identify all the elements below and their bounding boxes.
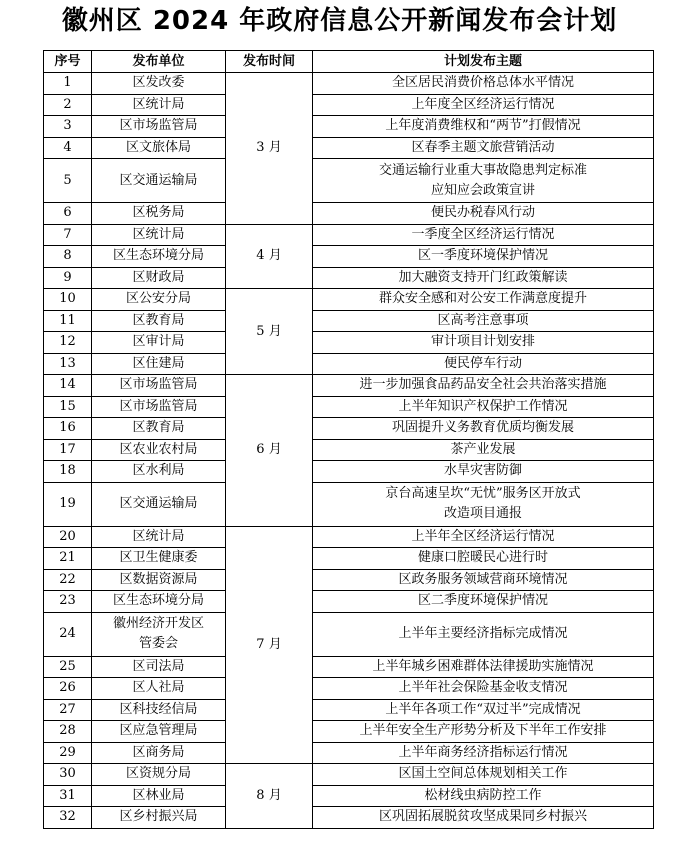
row-unit: 区教育局 [92, 418, 226, 440]
row-topic: 区春季主题文旅营销活动 [313, 137, 654, 159]
row-topic: 区国土空间总体规划相关工作 [313, 764, 654, 786]
row-topic: 全区居民消费价格总体水平情况 [313, 73, 654, 95]
row-no: 23 [44, 591, 92, 613]
row-topic-line: 交通运输行业重大事故隐患判定标准 [378, 162, 587, 178]
row-no: 22 [44, 569, 92, 591]
row-month: 5 月 [226, 289, 313, 375]
row-no: 11 [44, 310, 92, 332]
row-no: 30 [44, 764, 92, 786]
table-row [44, 203, 654, 225]
row-topic: 上年度消费维权和“两节”打假情况 [313, 116, 654, 138]
row-unit: 区统计局 [92, 94, 226, 116]
table-header-row [44, 51, 654, 73]
row-topic: 水旱灾害防御 [313, 461, 654, 483]
row-unit: 区生态环境分局 [92, 246, 226, 268]
plan-table [43, 50, 654, 829]
table-row [44, 721, 654, 743]
table-row [44, 159, 654, 203]
row-no: 12 [44, 332, 92, 354]
row-topic-line: 改造项目通报 [443, 506, 522, 521]
table-row [44, 289, 654, 311]
row-unit: 区教育局 [92, 310, 226, 332]
row-unit: 区水利局 [92, 461, 226, 483]
row-no: 17 [44, 439, 92, 461]
row-topic: 上半年安全生产形势分析及下半年工作安排 [313, 721, 654, 743]
row-no: 6 [44, 203, 92, 225]
row-unit: 区司法局 [92, 656, 226, 678]
row-topic: 上半年知识产权保护工作情况 [313, 396, 654, 418]
table-row [44, 591, 654, 613]
row-no: 18 [44, 461, 92, 483]
header-unit: 发布单位 [92, 51, 226, 73]
row-unit: 区市场监管局 [92, 116, 226, 138]
table-row [44, 375, 654, 397]
row-unit-line: 管委会 [138, 636, 178, 651]
row-no: 9 [44, 267, 92, 289]
row-topic: 上半年主要经济指标完成情况 [313, 612, 654, 656]
row-month: 3 月 [226, 73, 313, 225]
row-unit: 区资规分局 [92, 764, 226, 786]
row-topic-line: 应知应会政策宣讲 [430, 182, 535, 198]
row-unit: 区统计局 [92, 224, 226, 246]
table-row [44, 526, 654, 548]
row-unit: 区卫生健康委 [92, 548, 226, 570]
table-row [44, 699, 654, 721]
row-topic: 审计项目计划安排 [313, 332, 654, 354]
row-month: 8 月 [226, 764, 313, 829]
row-unit: 区财政局 [92, 267, 226, 289]
row-topic: 上半年全区经济运行情况 [313, 526, 654, 548]
row-topic: 便民办税春风行动 [313, 203, 654, 225]
table-row [44, 224, 654, 246]
row-no: 14 [44, 375, 92, 397]
row-unit: 区交通运输局 [92, 159, 226, 203]
row-topic: 群众安全感和对公安工作满意度提升 [313, 289, 654, 311]
table-row [44, 656, 654, 678]
row-no: 20 [44, 526, 92, 548]
table-row [44, 94, 654, 116]
row-topic [313, 482, 654, 526]
row-no: 2 [44, 94, 92, 116]
row-no: 24 [44, 612, 92, 656]
row-unit: 区科技经信局 [92, 699, 226, 721]
row-unit: 区文旅体局 [92, 137, 226, 159]
page-title: 徽州区 2024 年政府信息公开新闻发布会计划 [61, 6, 618, 36]
row-no: 7 [44, 224, 92, 246]
row-no: 15 [44, 396, 92, 418]
row-topic: 便民停车行动 [313, 353, 654, 375]
row-no: 32 [44, 807, 92, 829]
row-topic: 加大融资支持开门红政策解读 [313, 267, 654, 289]
row-topic: 上年度全区经济运行情况 [313, 94, 654, 116]
row-no: 31 [44, 785, 92, 807]
row-unit: 区审计局 [92, 332, 226, 354]
row-no: 27 [44, 699, 92, 721]
table-row [44, 785, 654, 807]
row-no: 16 [44, 418, 92, 440]
table-row [44, 137, 654, 159]
row-topic: 区政务服务领域营商环境情况 [313, 569, 654, 591]
table-row [44, 310, 654, 332]
row-no: 21 [44, 548, 92, 570]
row-no: 3 [44, 116, 92, 138]
row-no: 4 [44, 137, 92, 159]
row-topic: 上半年社会保险基金收支情况 [313, 678, 654, 700]
row-topic-line: 京台高速呈坎“无忧”服务区开放式 [385, 486, 581, 501]
row-unit [92, 612, 226, 656]
table-row [44, 396, 654, 418]
row-topic: 一季度全区经济运行情况 [313, 224, 654, 246]
table-row [44, 418, 654, 440]
row-topic: 健康口腔暖民心进行时 [313, 548, 654, 570]
row-topic: 区巩固拓展脱贫攻坚成果同乡村振兴 [313, 807, 654, 829]
row-topic: 巩固提升义务教育优质均衡发展 [313, 418, 654, 440]
row-unit: 区数据资源局 [92, 569, 226, 591]
row-topic: 上半年城乡困难群体法律援助实施情况 [313, 656, 654, 678]
row-topic: 区一季度环境保护情况 [313, 246, 654, 268]
row-unit: 区税务局 [92, 203, 226, 225]
table-row [44, 764, 654, 786]
table-row [44, 439, 654, 461]
row-unit: 区市场监管局 [92, 375, 226, 397]
table-row [44, 807, 654, 829]
table-row [44, 482, 654, 526]
row-topic: 区高考注意事项 [313, 310, 654, 332]
row-topic: 区二季度环境保护情况 [313, 591, 654, 613]
table-row [44, 246, 654, 268]
table-row [44, 569, 654, 591]
row-no: 19 [44, 482, 92, 526]
row-unit: 区住建局 [92, 353, 226, 375]
row-month: 4 月 [226, 224, 313, 289]
header-time: 发布时间 [226, 51, 313, 73]
row-no: 28 [44, 721, 92, 743]
table-row [44, 332, 654, 354]
row-unit: 区发改委 [92, 73, 226, 95]
table-row [44, 116, 654, 138]
row-topic: 进一步加强食品药品安全社会共治落实措施 [313, 375, 654, 397]
row-no: 25 [44, 656, 92, 678]
table-row [44, 73, 654, 95]
row-unit: 区应急管理局 [92, 721, 226, 743]
table-row [44, 461, 654, 483]
row-no: 26 [44, 678, 92, 700]
row-unit: 区统计局 [92, 526, 226, 548]
row-topic: 上半年各项工作“双过半”完成情况 [313, 699, 654, 721]
table-row [44, 612, 654, 656]
row-unit: 区市场监管局 [92, 396, 226, 418]
row-no: 13 [44, 353, 92, 375]
row-no: 29 [44, 742, 92, 764]
table-row [44, 267, 654, 289]
row-unit: 区交通运输局 [92, 482, 226, 526]
row-no: 1 [44, 73, 92, 95]
row-no: 8 [44, 246, 92, 268]
row-unit: 区乡村振兴局 [92, 807, 226, 829]
row-unit-line: 徽州经济开发区 [112, 616, 204, 631]
row-no: 5 [44, 159, 92, 203]
row-topic: 上半年商务经济指标运行情况 [313, 742, 654, 764]
header-topic: 计划发布主题 [313, 51, 654, 73]
row-unit: 区林业局 [92, 785, 226, 807]
row-unit: 区农业农村局 [92, 439, 226, 461]
header-no: 序号 [44, 51, 92, 73]
row-no: 10 [44, 289, 92, 311]
table-row [44, 548, 654, 570]
table-row [44, 678, 654, 700]
table-row [44, 353, 654, 375]
row-unit: 区生态环境分局 [92, 591, 226, 613]
row-unit: 区人社局 [92, 678, 226, 700]
row-unit: 区商务局 [92, 742, 226, 764]
table-body [44, 73, 654, 829]
row-topic: 茶产业发展 [313, 439, 654, 461]
row-topic [313, 159, 654, 203]
row-month: 6 月 [226, 375, 313, 527]
row-unit: 区公安分局 [92, 289, 226, 311]
table-row [44, 742, 654, 764]
row-topic: 松材线虫病防控工作 [313, 785, 654, 807]
row-month: 7 月 [226, 526, 313, 764]
